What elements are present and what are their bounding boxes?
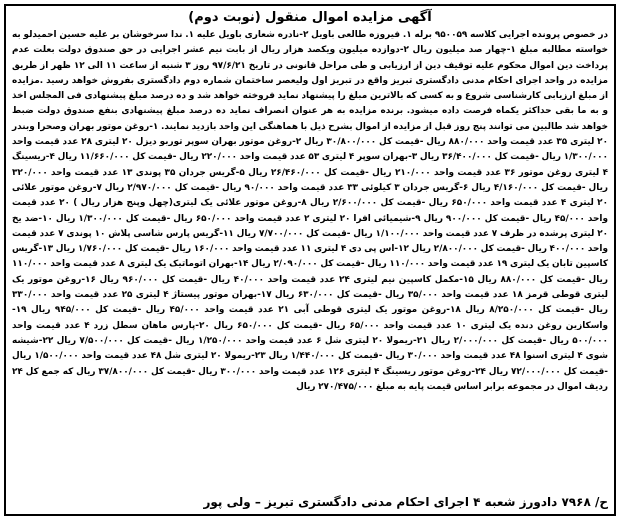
notice-body: در خصوص پرونده اجرایی کلاسه ۹۵۰۰۵۹ برله ۱. فیروزه طالعی باویل ۲-نادره شعاری باویل علیه ۱. ندا سرخوشان بر علیه حسین احمیدلو به خواسته مطالبه مبلغ ۱-چهار صد میلیون ریال ۲-دوازده میلیون ویکصد هزار ریال از بابت نیم عشر اجرایی در حق صندوق دولت بعلت عدم پرداخت دین اموال محکوم علیه توقیف دین از ارزیابی و طی مراحل قانونی در تاریخ ۹۷/۶/۲۱ روز ۳ شنبه از ساعت ۱۱ الی ۱۲ ظهر از طریق مزایده در واحد اجرای احکام مدنی دادگستری تبریز واقع در تبریز اول ولیعصر ساختمان شماره دوم دادگستری بفروش خواهد رسید .مزایده از مبلغ ارزیابی کارشناسی شروع و به کسی که بالاترین مبلغ را پیشنهاد نماید فروخته خواهد شد و ده درصد مبلغ پیشنهادی فی المجلس اخذ و به ما بقی حداکثر یکماه فرصت داده میشود. برنده مزایده به هر عنوان انصراف نماید ده درصد مبلغ پیشنهادی بنفع صندوق دولت ضبط خواهد شد طالبین می توانند پنج روز قبل از مزایده از اموال بشرح ذیل با هماهنگی این واحد بازدید نمایند. ۱-روغن موتور بهران وصحرا وبندر ۲۰ لیتری ۳۵ عدد قیمت واحد ۸۸۰/۰۰۰ ریال -قیمت کل ۳۰/۸۰۰/۰۰۰ ریال ۲-روغن موتور بهران سوپر توربو دیزل ۲۰ لیتری ۲۸ عدد قیمت واحد ۱/۳۰۰/۰۰۰ ریال -قیمت کل ۳۶/۴۰۰/۰۰۰ ریال ۳-بهران سوپر ۴ لیتری ۵۳ عدد قیمت واحد ۲۲۰/۰۰۰ ریال -قیمت کل ۱۱/۶۶۰/۰۰۰ ریال ۴-ریسینگ ۴ لیتری روغن موتور ۳۶ عدد قیمت واحد ۲۱۰/۰۰۰ ریال -قیمت کل ۲۶/۴۶۰/۰۰۰ ریال ۵-گریس جردان ۳۵ پوندی ۱۳ عدد قیمت واحد ۳۲۰/۰۰۰ ریال -قیمت کل ۴/۱۶۰/۰۰۰ ریال ۶-گریس جردان ۳ کیلوئی ۳۳ عدد قیمت واحد ۹۰/۰۰۰ ریال -قیمت کل ۲/۹۷۰/۰۰۰ ریال ۷-روغن موتور علائی ۲۰ لیتری ۴ عدد قیمت واحد ۶۵۰/۰۰۰ ریال -قیمت کل ۲/۶۰۰/۰۰۰ ریال ۸-روغن موتور علائی یک لیتری(چهل وپنج هزار ریال ) ۲۰ عدد قیمت واحد ۴۵/۰۰۰ ریال -قیمت کل ۹۰۰/۰۰۰ ریال ۹-شیمیائی افرا ۲۰ لیتری ۲ عدد قیمت واحد ۶۵۰/۰۰۰ ریال -قیمت کل ۱/۳۰۰/۰۰۰ ریال ۱۰-ضد یخ ۲۰ لیتری پرشده در ظرف ۷ عدد قیمت واحد ۱/۱۰۰/۰۰۰ ریال -قیمت کل ۷/۷۰۰/۰۰۰ ریال ۱۱-گریس پارس شاسی پلاش ۱۰ پوندی ۷ عدد قیمت واحد ۴۰۰/۰۰۰ ریال -قیمت کل ۲/۸۰۰/۰۰۰ ریال ۱۲-اس پی دی ۴ لیتری ۱۱ عدد قیمت واحد ۱۶۰/۰۰۰ ریال -قیمت کل ۱/۷۶۰/۰۰۰ ریال ۱۳-گریس کاسپین تابان یک لیتری ۱۹ عدد قیمت واحد ۱۱۰/۰۰۰ ریال -قیمت کل ۲/۰۹۰/۰۰۰ ریال ۱۴-بهران اتوماتیک یک لیتری ۸ عدد قیمت واحد ۱۱۰/۰۰۰ ریال -قیمت کل ۸۸۰/۰۰۰ ریال ۱۵-مکمل کاسپین نیم لیتری ۲۴ عدد قیمت واحد ۴۰/۰۰۰ ریال -قیمت کل ۹۶۰/۰۰۰ ریال ۱۶-روغن موتور یک لیتری قوطی قرمز ۱۸ عدد قیمت واحد ۳۵/۰۰۰ ریال -قیمت کل ۶۳۰/۰۰۰ ریال ۱۷-بهران موتور پیستاژ ۴ لیتری ۲۵ عدد قیمت واحد ۳۳۰/۰۰۰ ریال -قیمت کل ۸/۲۵۰/۰۰۰ ریال ۱۸-روغن موتور یک لیتری قوطی آبی ۲۱ عدد قیمت واحد ۴۵/۰۰۰ ریال -قیمت کل ۹۴۵/۰۰۰ ریال ۱۹-واسکازین روغن دنده یک لیتری ۱۰ عدد قیمت واحد ۶۵/۰۰۰ ریال -قیمت کل ۶۵۰/۰۰۰ ریال ۲۰-پارس ماهان سطل زرد ۴ عدد قیمت واحد ۵۰۰/۰۰۰ ریال -قیمت کل ۲/۰۰۰/۰۰۰ ریال ۲۱-ریمولا ۲۰ لیتری شل ۶ عدد قیمت واحد ۱/۲۵۰/۰۰۰ ریال -قیمت کل ۷/۵۰۰/۰۰۰ ریال ۲۲-شیشه شوی ۴ لیتری اسنوا ۴۸ عدد قیمت واحد ۳۰/۰۰۰ ریال -قیمت کل ۱/۴۴۰/۰۰۰ ریال ۲۳-ریمولا ۲۰ لیتری شل ۴۸ عدد قیمت واحد ۱/۵۰۰/۰۰۰ ریال -قیمت کل ۷۲/۰۰۰/۰۰۰ ریال ۲۴-روغن موتور ریسینگ ۴ لیتری ۱۲۶ عدد قیمت واحد ۳۰۰/۰۰۰ ریال -قیمت کل ۳۷/۸۰۰/۰۰۰ ریال که جمع کل ۲۴ ردیف اموال در مجموعه برابر اساس قیمت پایه به مبلغ ۲۷۰/۴۷۵/۰۰۰ ریال xyxy=(12,30,609,392)
notice-title: آگهی مزایده اموال منقول (نوبت دوم) xyxy=(188,10,432,25)
notice-footer: ح/ ۷۹۶۸ دادورز شعبه ۴ اجرای احکام مدنی دادگستری تبریز – ولی پور xyxy=(203,495,608,509)
auction-notice xyxy=(4,4,616,516)
